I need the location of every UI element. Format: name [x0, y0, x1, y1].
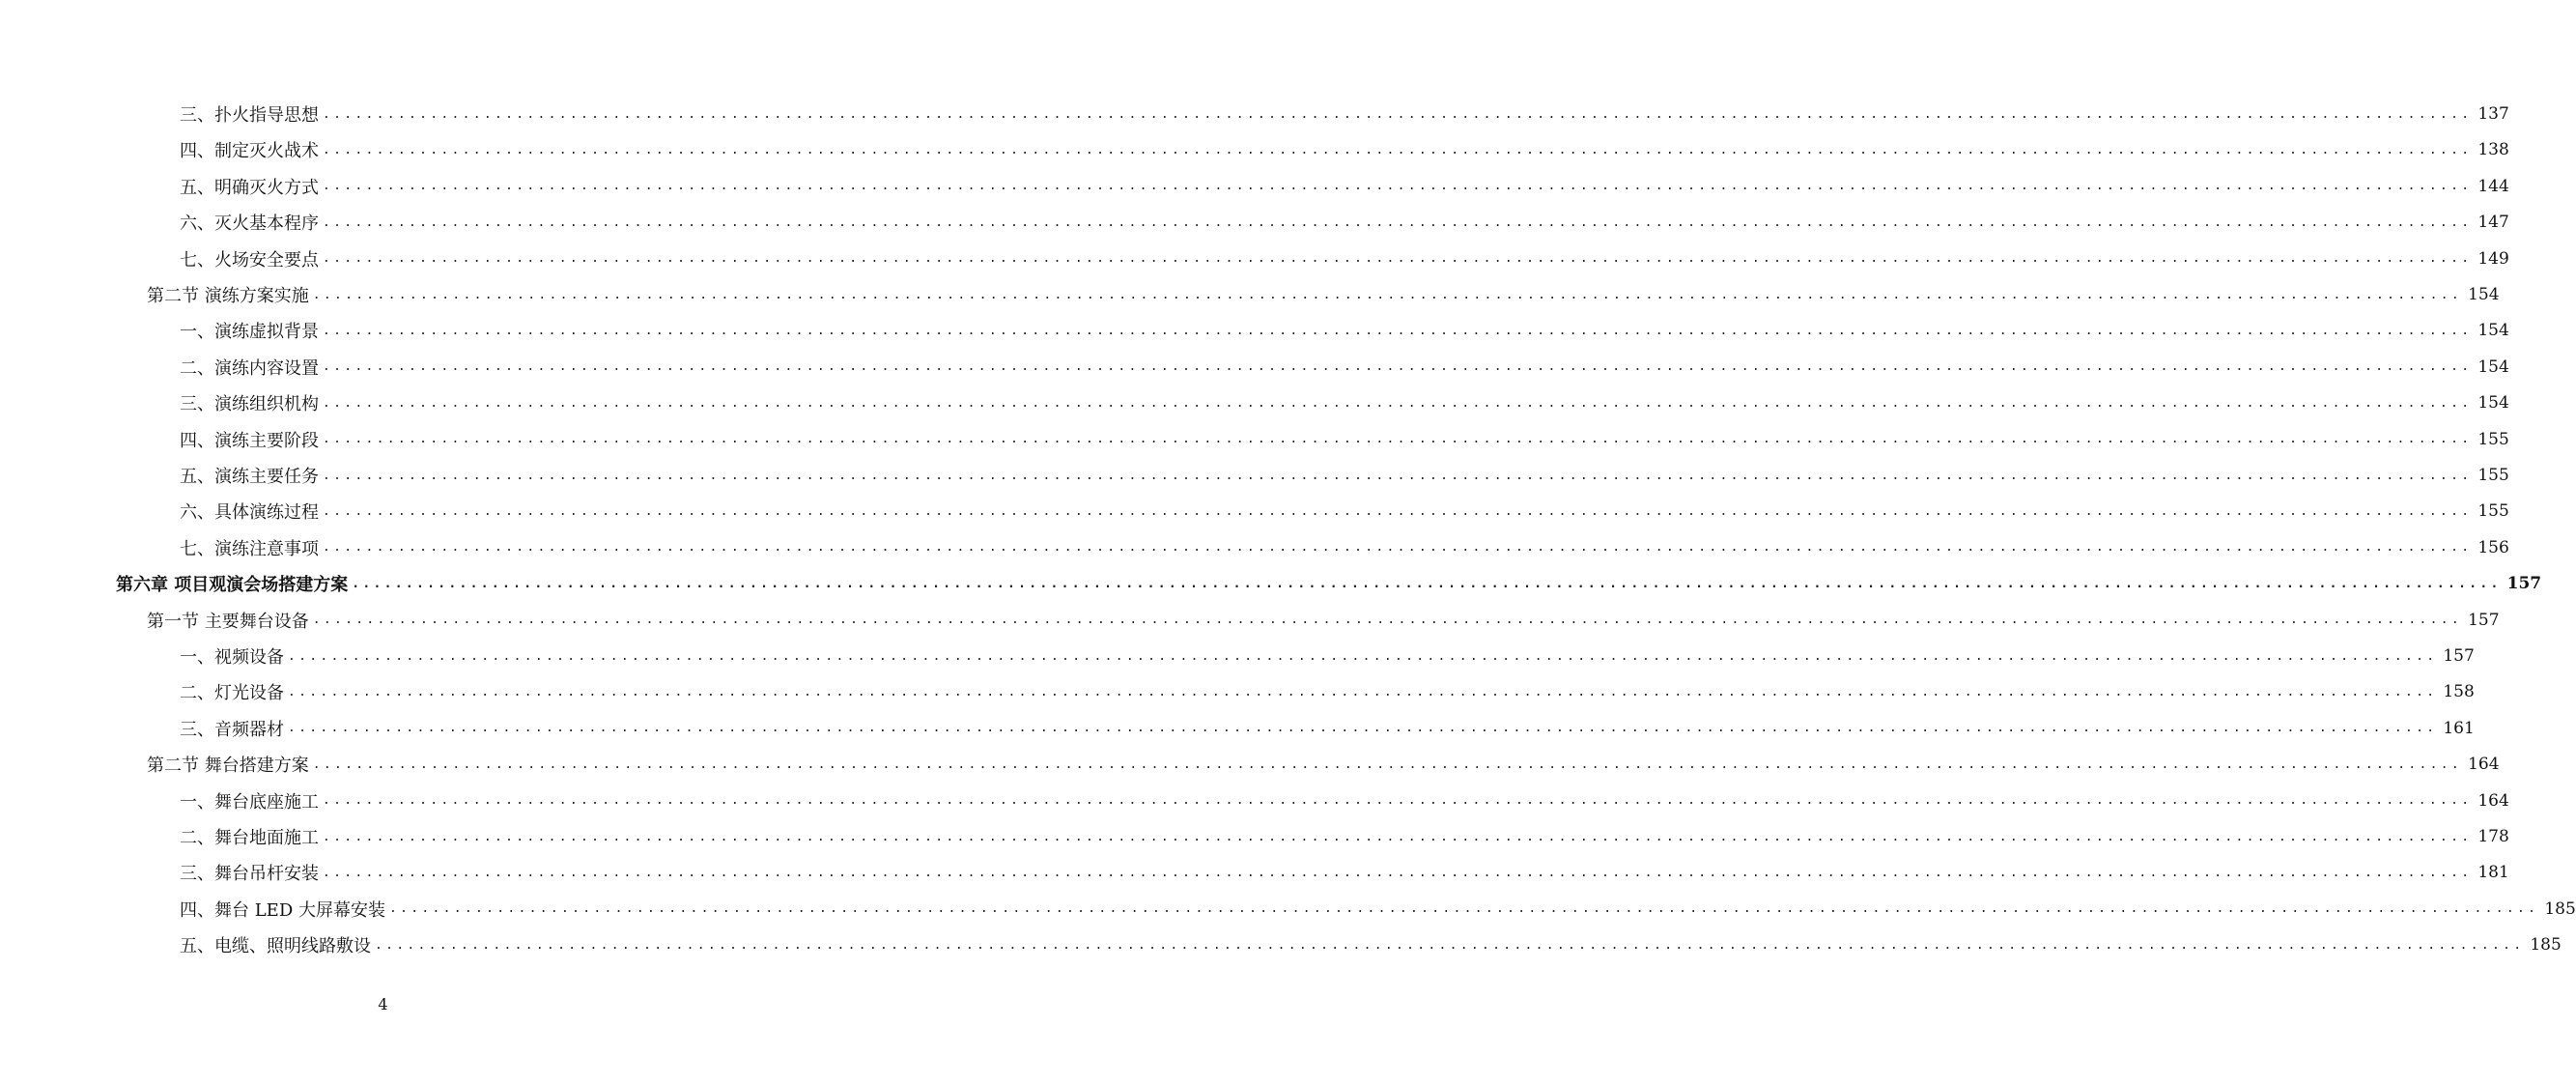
toc-entry-item[interactable]: [180, 855, 2509, 890]
toc-entry-item[interactable]: [180, 205, 2509, 240]
toc-entry-page: 164: [2477, 790, 2509, 811]
toc-entry-title: 一、视频设备: [180, 647, 284, 668]
toc-entry-section[interactable]: [147, 747, 2500, 782]
dot-leader: ........................................................................................................................................................................................................: [323, 865, 2473, 880]
toc-entry-item[interactable]: [180, 494, 2509, 528]
dot-leader: ........................................................................................................................................................................................................: [288, 684, 2438, 699]
toc-entry-title: 五、电缆、照明线路敷设: [180, 936, 371, 957]
toc-entry-page: 158: [2443, 682, 2475, 702]
toc-entry-title: 第六章 项目观演会场搭建方案: [116, 575, 349, 596]
dot-leader: ........................................................................................................................................................................................................: [323, 323, 2473, 338]
toc-entry-page: 161: [2443, 718, 2475, 738]
toc-entry-page: 147: [2477, 213, 2509, 233]
dot-leader: ........................................................................................................................................................................................................: [312, 613, 2463, 628]
dot-leader: ........................................................................................................................................................................................................: [288, 721, 2438, 736]
toc-entry-title: 第二节 演练方案实施: [147, 286, 309, 306]
dot-leader: ........................................................................................................................................................................................................: [323, 503, 2473, 519]
toc-entry-title: 二、演练内容设置: [180, 357, 319, 379]
toc-entry-title: 第一节 主要舞台设备: [147, 611, 309, 632]
toc-entry-item[interactable]: [180, 97, 2509, 131]
toc-entry-page: 149: [2477, 248, 2509, 269]
toc-entry-page: 181: [2477, 863, 2509, 883]
toc-entry-page: 155: [2477, 501, 2509, 522]
dot-leader: ........................................................................................................................................................................................................: [323, 106, 2473, 122]
toc-entry-item[interactable]: [180, 784, 2509, 818]
toc-entry-item[interactable]: [180, 385, 2509, 420]
toc-entry-title: 四、演练主要阶段: [180, 430, 319, 451]
dot-leader: ........................................................................................................................................................................................................: [323, 142, 2473, 157]
toc-entry-item[interactable]: [180, 674, 2475, 709]
toc-entry-title: 三、舞台吊杆安装: [180, 864, 319, 885]
toc-entry-item[interactable]: [180, 169, 2509, 204]
toc-entry-title: 六、具体演练过程: [180, 502, 319, 524]
dot-leader: ........................................................................................................................................................................................................: [323, 468, 2473, 483]
toc-entry-page: 185: [2544, 899, 2576, 919]
toc-entry-page: 138: [2477, 140, 2509, 160]
dot-leader: ........................................................................................................................................................................................................: [323, 179, 2473, 194]
toc-entry-item[interactable]: [180, 530, 2509, 565]
toc-entry-item[interactable]: [180, 458, 2509, 493]
toc-entry-title: 第二节 舞台搭建方案: [147, 756, 309, 777]
toc-entry-title: 一、演练虚拟背景: [180, 322, 319, 343]
toc-entry-item[interactable]: [180, 242, 2509, 276]
dot-leader: ........................................................................................................................................................................................................: [375, 937, 2525, 953]
page-number: 4: [378, 995, 388, 1013]
toc-entry-item[interactable]: [180, 711, 2475, 746]
dot-leader: ........................................................................................................................................................................................................: [312, 756, 2463, 772]
toc-entry-page: 156: [2477, 537, 2509, 557]
toc-entry-page: 157: [2468, 610, 2500, 630]
toc-entry-item[interactable]: [180, 819, 2509, 854]
toc-entry-item[interactable]: [180, 350, 2509, 385]
toc-entry-title: 二、舞台地面施工: [180, 828, 319, 848]
toc-entry-page: 154: [2468, 285, 2500, 304]
toc-entry-title: 六、灭火基本程序: [180, 214, 319, 235]
dot-leader: ........................................................................................................................................................................................................: [388, 901, 2539, 917]
toc-entry-page: 154: [2477, 357, 2509, 377]
toc-entry-page: 164: [2468, 755, 2500, 775]
dot-leader: ........................................................................................................................................................................................................: [288, 648, 2438, 664]
toc-entry-page: 155: [2477, 429, 2509, 449]
toc-entry-title: 七、火场安全要点: [180, 249, 319, 271]
toc-entry-title: 五、明确灭火方式: [180, 177, 319, 198]
dot-leader: ........................................................................................................................................................................................................: [323, 359, 2473, 375]
toc-entry-title: 三、演练组织机构: [180, 394, 319, 415]
toc-entry-title: 四、制定灭火战术: [180, 141, 319, 162]
dot-leader: ........................................................................................................................................................................................................: [323, 829, 2473, 844]
toc-entry-item[interactable]: [180, 313, 2509, 348]
dot-leader: ........................................................................................................................................................................................................: [312, 287, 2463, 302]
toc-entry-title: 五、演练主要任务: [180, 467, 319, 487]
toc-entry-title: 四、舞台 LED 大屏幕安装: [180, 899, 385, 921]
toc-entry-title: 三、扑火指导思想: [180, 105, 319, 126]
dot-leader: ........................................................................................................................................................................................................: [323, 540, 2473, 556]
toc-entry-title: 三、音频器材: [180, 719, 284, 740]
toc-entry-page: 185: [2530, 935, 2562, 956]
toc-entry-chapter[interactable]: [116, 566, 2542, 601]
toc-entry-page: 155: [2477, 466, 2509, 485]
toc-entry-title: 一、舞台底座施工: [180, 791, 319, 813]
toc-entry-page: 144: [2477, 176, 2509, 196]
toc-entry-page: 137: [2477, 104, 2509, 124]
toc-entry-item[interactable]: [180, 892, 2576, 927]
toc-entry-section[interactable]: [147, 277, 2500, 312]
dot-leader: ........................................................................................................................................................................................................: [323, 251, 2473, 267]
toc-entry-section[interactable]: [147, 603, 2500, 638]
toc-entry-item[interactable]: [180, 422, 2509, 457]
toc-entry-page: 154: [2477, 321, 2509, 341]
dot-leader: ........................................................................................................................................................................................................: [323, 395, 2473, 411]
toc-entry-title: 二、灯光设备: [180, 683, 284, 704]
dot-leader: ........................................................................................................................................................................................................: [323, 432, 2473, 447]
toc-entry-item[interactable]: [180, 132, 2509, 167]
dot-leader: ........................................................................................................................................................................................................: [352, 576, 2502, 591]
toc-entry-page: 157: [2506, 574, 2542, 594]
toc-entry-page: 178: [2477, 827, 2509, 846]
toc-entry-item[interactable]: [180, 927, 2562, 962]
dot-leader: ........................................................................................................................................................................................................: [323, 793, 2473, 809]
toc-entry-page: 157: [2443, 646, 2475, 666]
toc-entry-title: 七、演练注意事项: [180, 538, 319, 559]
toc-entry-page: 154: [2477, 393, 2509, 414]
dot-leader: ........................................................................................................................................................................................................: [323, 214, 2473, 230]
toc-entry-item[interactable]: [180, 639, 2475, 673]
